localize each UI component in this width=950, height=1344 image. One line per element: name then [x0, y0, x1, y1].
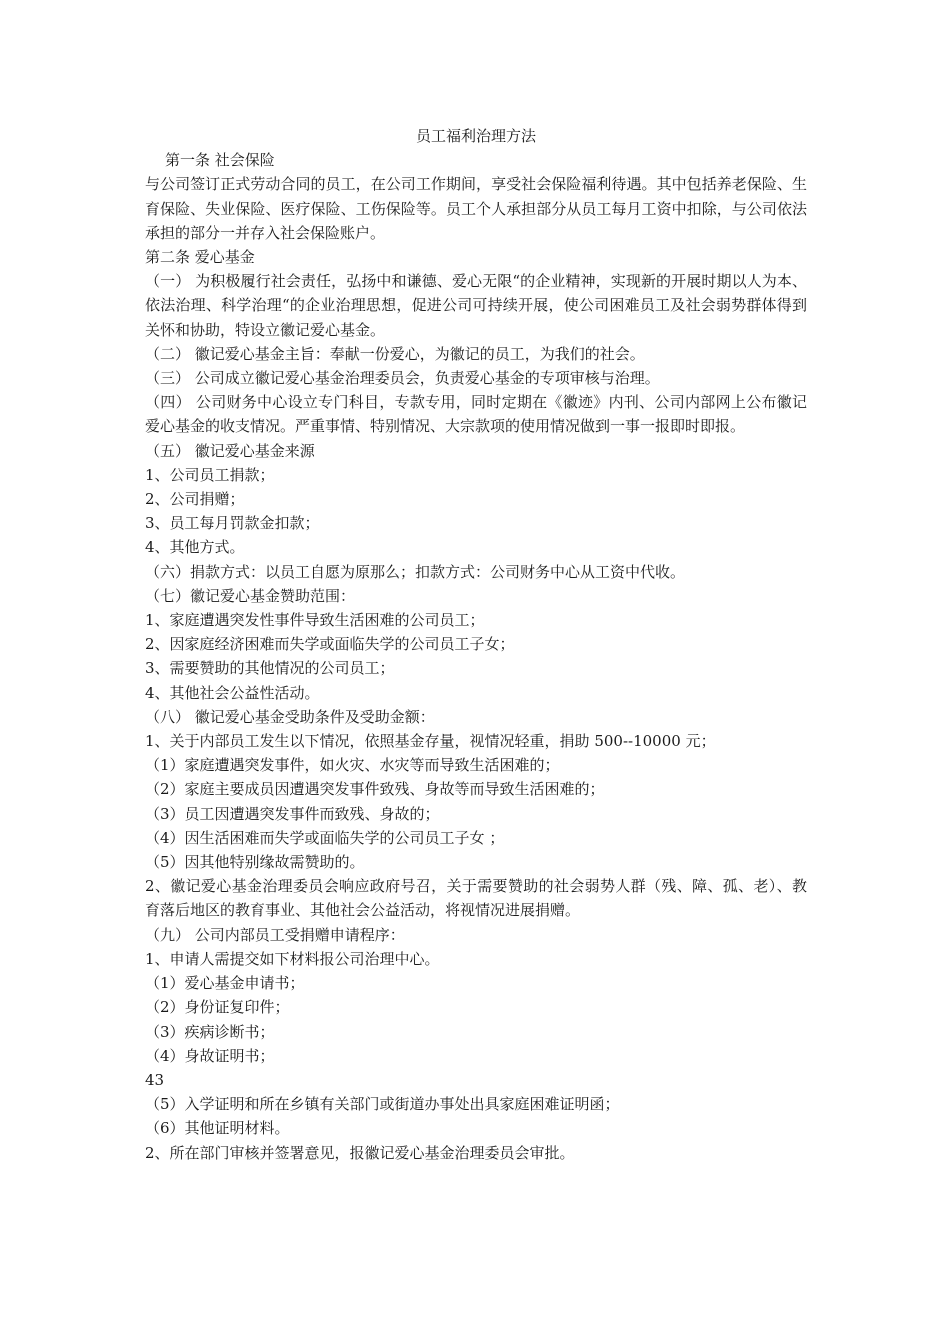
paragraph: 1、家庭遭遇突发性事件导致生活困难的公司员工； — [145, 611, 485, 630]
paragraph: （五） 徽记爱心基金来源 — [145, 441, 315, 460]
paragraph: （3）疾病诊断书； — [145, 1022, 275, 1041]
paragraph: 3、员工每月罚款金扣款； — [145, 514, 320, 533]
paragraph: 4、其他社会公益性活动。 — [145, 683, 320, 702]
paragraph: 第二条 爱心基金 — [145, 248, 255, 266]
paragraph: （4）因生活困难而失学或面临失学的公司员工子女 ； — [145, 828, 505, 847]
paragraph: （1）爱心基金申请书； — [145, 974, 305, 993]
paragraph: （七）徽记爱心基金赞助范围： — [145, 586, 356, 605]
paragraph: （六）捐款方式：以员工自愿为原那么；扣款方式：公司财务中心从工资中代收。 — [145, 562, 686, 581]
paragraph: 2、所在部门审核并签署意见，报徽记爱心基金治理委员会审批。 — [145, 1143, 575, 1162]
paragraph: 与公司签订正式劳动合同的员工，在公司工作期间，享受社会保险福利待遇。其中包括养老保险、生育保险、失业保险、医疗保险、工伤保险等。员工个人承担部分从员工每月工资中扣除，与公司依法承担的部分一并存入社会保险账户。 — [145, 175, 807, 242]
paragraph: （2）家庭主要成员因遭遇突发事件致残、身故等而导致生活困难的； — [145, 780, 605, 799]
paragraph: （一） 为积极履行社会责任，弘扬中和谦德、爱心无限“的企业精神，实现新的开展时期以人为本、依法治理、科学治理“的企业治理思想，促进公司可持续开展，使公司困难员工及社会弱势群体得到关怀和协助，特设立徽记爱心基金。 — [145, 272, 807, 339]
paragraph: 第一条 社会保险 — [165, 151, 275, 170]
document-title: 员工福利治理方法 — [415, 127, 536, 145]
paragraph: 1、申请人需提交如下材料报公司治理中心。 — [145, 949, 440, 968]
paragraph: （6）其他证明材料。 — [145, 1119, 290, 1138]
paragraph: （八） 徽记爱心基金受助条件及受助金额： — [145, 707, 435, 726]
paragraph: （2）身份证复印件； — [145, 998, 290, 1017]
paragraph: （九） 公司内部员工受捐赠申请程序： — [145, 925, 405, 944]
paragraph: （三） 公司成立徽记爱心基金治理委员会，负责爱心基金的专项审核与治理。 — [145, 369, 660, 388]
paragraph: （5）入学证明和所在乡镇有关部门或街道办事处出具家庭困难证明函； — [145, 1095, 620, 1114]
document-body — [145, 124, 807, 1165]
paragraph: 2、徽记爱心基金治理委员会响应政府号召，关于需要赞助的社会弱势人群（残、障、孤、老）、教育落后地区的教育事业、其他社会公益活动，将视情况进展捐赠。 — [145, 877, 807, 920]
paragraph: （3）员工因遭遇突发事件而致残、身故的； — [145, 804, 440, 823]
paragraph: 2、公司捐赠； — [145, 490, 245, 509]
paragraph: （四） 公司财务中心设立专门科目，专款专用，同时定期在《徽迹》内刊、公司内部网上公布徽记爱心基金的收支情况。严重事情、特别情况、大宗款项的使用情况做到一事一报即时即报。 — [145, 393, 807, 436]
paragraph: （二） 徽记爱心基金主旨：奉献一份爱心，为徽记的员工，为我们的社会。 — [145, 344, 645, 363]
paragraph-list — [145, 148, 807, 1165]
paragraph: 3、需要赞助的其他情况的公司员工； — [145, 659, 395, 678]
paragraph: （4）身故证明书； — [145, 1046, 275, 1065]
paragraph: 2、因家庭经济困难而失学或面临失学的公司员工子女； — [145, 635, 515, 654]
paragraph: 4、其他方式。 — [145, 538, 245, 557]
paragraph: 1、关于内部员工发生以下情况，依照基金存量，视情况轻重，捐助 500--10000 元； — [145, 732, 716, 751]
paragraph: （1）家庭遭遇突发事件，如火灾、水灾等而导致生活困难的； — [145, 756, 560, 775]
paragraph: 43 — [145, 1070, 165, 1089]
paragraph: （5）因其他特别缘故需赞助的。 — [145, 853, 365, 872]
paragraph: 1、公司员工捐款； — [145, 465, 275, 484]
